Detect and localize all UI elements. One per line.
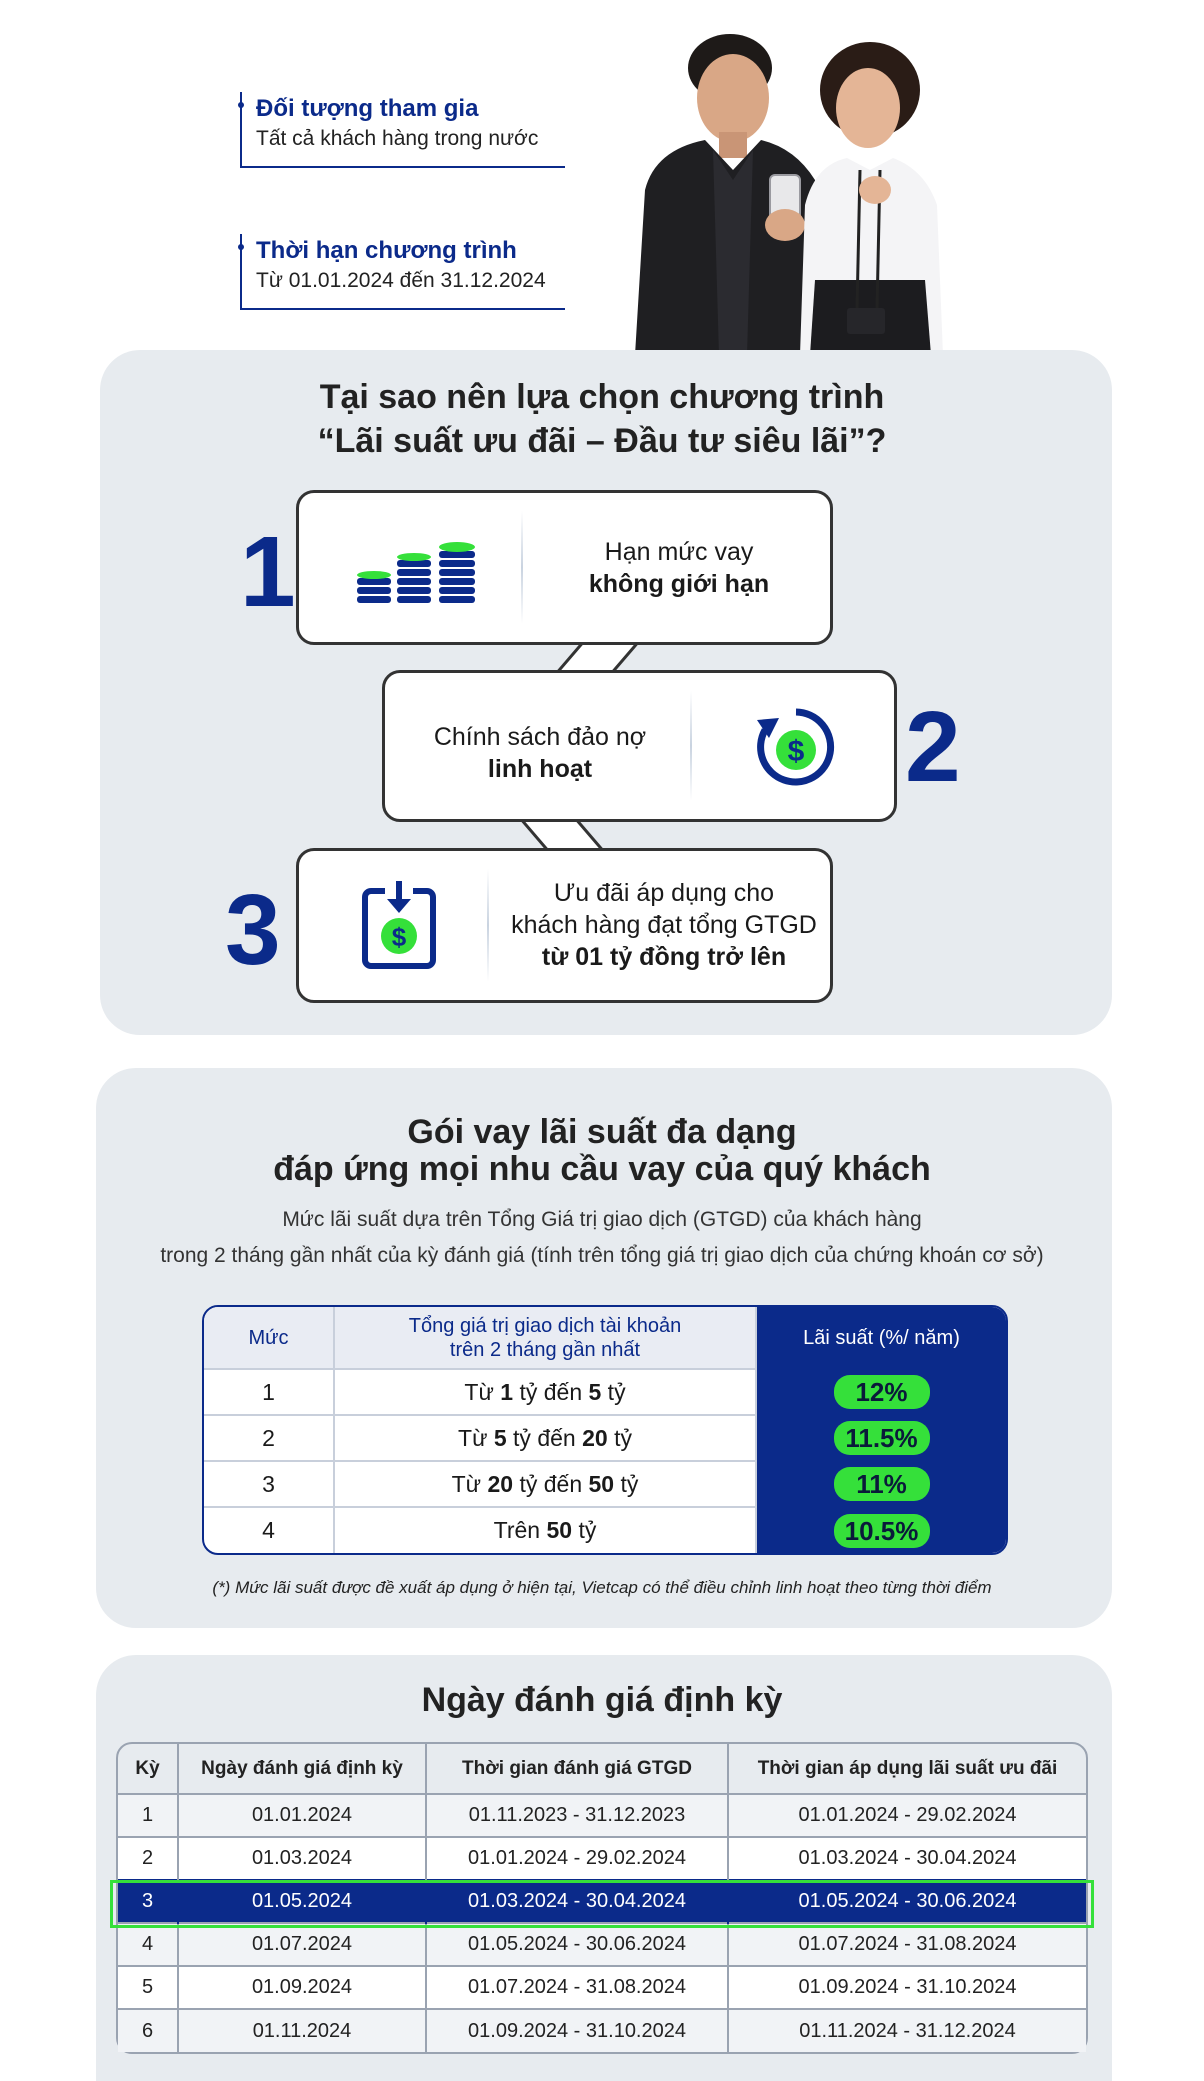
rate-cell bbox=[756, 1461, 1006, 1507]
gtgd-period-cell: 01.07.2024 - 31.08.2024 bbox=[426, 1966, 728, 2009]
period-cell: 3 bbox=[118, 1880, 178, 1923]
schedule-table bbox=[116, 1742, 1088, 2054]
rate-badge: 10.5% bbox=[834, 1514, 930, 1548]
header-range: Tổng giá trị giao dịch tài khoản trên 2 tháng gần nhất bbox=[334, 1307, 756, 1369]
rate-table bbox=[202, 1305, 1008, 1555]
level-cell: 3 bbox=[204, 1461, 334, 1507]
gtgd-period-cell: 01.09.2024 - 31.10.2024 bbox=[426, 2009, 728, 2052]
rate-cell bbox=[756, 1507, 1006, 1553]
review-date-cell: 01.05.2024 bbox=[178, 1880, 426, 1923]
table-row bbox=[118, 2009, 1086, 2052]
apply-period-cell: 01.05.2024 - 30.06.2024 bbox=[728, 1880, 1086, 1923]
schedule-title: Ngày đánh giá định kỳ bbox=[421, 1681, 783, 1719]
card-divider bbox=[690, 691, 692, 801]
range-cell: Từ 5 tỷ đến 20 tỷ bbox=[334, 1415, 756, 1461]
header-review-date: Ngày đánh giá định kỳ bbox=[178, 1744, 426, 1794]
reason-card-3 bbox=[296, 848, 833, 1003]
rate-badge: 11% bbox=[834, 1467, 930, 1501]
table-row bbox=[204, 1369, 1006, 1415]
period-cell: 4 bbox=[118, 1923, 178, 1966]
table-row bbox=[204, 1461, 1006, 1507]
loan-description-line1: Mức lãi suất dựa trên Tổng Giá trị giao dịch (GTGD) của khách hàng bbox=[282, 1208, 922, 1231]
table-row-highlighted bbox=[118, 1880, 1086, 1923]
reasons-title-line1: Tại sao nên lựa chọn chương trình bbox=[319, 378, 885, 416]
bullet-dot bbox=[238, 102, 244, 108]
rate-cell bbox=[756, 1415, 1006, 1461]
apply-period-cell: 01.11.2024 - 31.12.2024 bbox=[728, 2009, 1086, 2052]
table-row bbox=[204, 1507, 1006, 1553]
header-gtgd-period: Thời gian đánh giá GTGD bbox=[426, 1744, 728, 1794]
info-title: Thời hạn chương trình bbox=[256, 237, 517, 264]
table-row bbox=[204, 1415, 1006, 1461]
reason-number-2: 2 bbox=[905, 691, 961, 803]
reason-card-1 bbox=[296, 490, 833, 645]
loan-title-line1: Gói vay lãi suất đa dạng bbox=[407, 1113, 797, 1151]
reason-bold: linh hoạt bbox=[487, 755, 593, 783]
review-date-cell: 01.11.2024 bbox=[178, 2009, 426, 2052]
rate-badge: 12% bbox=[834, 1375, 930, 1409]
rate-badge: 11.5% bbox=[834, 1421, 930, 1455]
reasons-title-line2: “Lãi suất ưu đãi – Đầu tư siêu lãi”? bbox=[317, 422, 887, 460]
apply-period-cell: 01.01.2024 - 29.02.2024 bbox=[728, 1794, 1086, 1837]
dollar-deposit-icon bbox=[359, 881, 439, 971]
period-cell: 1 bbox=[118, 1794, 178, 1837]
reason-line: Ưu đãi áp dụng cho bbox=[553, 879, 775, 907]
range-cell: Từ 20 tỷ đến 50 tỷ bbox=[334, 1461, 756, 1507]
range-cell: Trên 50 tỷ bbox=[334, 1507, 756, 1553]
reason-text-3 bbox=[504, 877, 824, 973]
apply-period-cell: 01.07.2024 - 31.08.2024 bbox=[728, 1923, 1086, 1966]
rate-cell bbox=[756, 1369, 1006, 1415]
loan-title-line2: đáp ứng mọi nhu cầu vay của quý khách bbox=[273, 1150, 931, 1188]
reason-bold: không giới hạn bbox=[588, 570, 770, 598]
header-apply-period: Thời gian áp dụng lãi suất ưu đãi bbox=[728, 1744, 1086, 1794]
level-cell: 2 bbox=[204, 1415, 334, 1461]
info-program-period bbox=[240, 234, 565, 310]
level-cell: 4 bbox=[204, 1507, 334, 1553]
table-row bbox=[118, 1837, 1086, 1880]
table-row bbox=[118, 1923, 1086, 1966]
gtgd-period-cell: 01.03.2024 - 30.04.2024 bbox=[426, 1880, 728, 1923]
coin-stacks-icon bbox=[357, 538, 477, 603]
period-cell: 2 bbox=[118, 1837, 178, 1880]
header-period: Kỳ bbox=[135, 1757, 160, 1779]
review-date-cell: 01.09.2024 bbox=[178, 1966, 426, 2009]
table-row bbox=[118, 1794, 1086, 1837]
card-divider bbox=[521, 511, 523, 624]
svg-text:$: $ bbox=[391, 922, 407, 952]
reason-line: Chính sách đảo nợ bbox=[433, 723, 647, 751]
apply-period-cell: 01.03.2024 - 30.04.2024 bbox=[728, 1837, 1086, 1880]
period-cell: 5 bbox=[118, 1966, 178, 2009]
reason-line: khách hàng đạt tổng GTGD bbox=[511, 911, 817, 939]
reason-card-2 bbox=[382, 670, 897, 822]
reason-text-1 bbox=[539, 536, 819, 600]
reason-number-1: 1 bbox=[240, 516, 296, 628]
apply-period-cell: 01.09.2024 - 31.10.2024 bbox=[728, 1966, 1086, 2009]
reason-text-2 bbox=[405, 721, 675, 785]
review-date-cell: 01.07.2024 bbox=[178, 1923, 426, 1966]
reason-bold: từ 01 tỷ đồng trở lên bbox=[541, 943, 787, 971]
svg-text:$: $ bbox=[787, 735, 805, 768]
reason-number-3: 3 bbox=[225, 874, 281, 986]
header-level: Mức bbox=[204, 1307, 334, 1369]
review-date-cell: 01.03.2024 bbox=[178, 1837, 426, 1880]
dollar-cycle-icon bbox=[755, 706, 837, 788]
info-title: Đối tượng tham gia bbox=[256, 95, 479, 122]
rate-note: (*) Mức lãi suất được đề xuất áp dụng ở hiện tại, Vietcap có thể điều chỉnh linh hoạt theo từng thời điểm bbox=[212, 1578, 992, 1597]
loan-description-line2: trong 2 tháng gần nhất của kỳ đánh giá (tính trên tổng giá trị giao dịch của chứng khoán cơ sở) bbox=[160, 1244, 1044, 1267]
rate-table-header bbox=[204, 1307, 1006, 1369]
gtgd-period-cell: 01.01.2024 - 29.02.2024 bbox=[426, 1837, 728, 1880]
info-participants bbox=[240, 92, 565, 168]
gtgd-period-cell: 01.11.2023 - 31.12.2023 bbox=[426, 1794, 728, 1837]
table-row bbox=[118, 1966, 1086, 2009]
card-divider bbox=[487, 869, 489, 982]
review-date-cell: 01.01.2024 bbox=[178, 1794, 426, 1837]
schedule-header bbox=[118, 1744, 1086, 1794]
header-rate: Lãi suất (%/ năm) bbox=[756, 1307, 1006, 1369]
bullet-dot bbox=[238, 244, 244, 250]
info-text: Tất cả khách hàng trong nước bbox=[256, 127, 539, 150]
gtgd-period-cell: 01.05.2024 - 30.06.2024 bbox=[426, 1923, 728, 1966]
reason-line: Hạn mức vay bbox=[604, 538, 754, 566]
info-text: Từ 01.01.2024 đến 31.12.2024 bbox=[256, 269, 546, 292]
period-cell: 6 bbox=[118, 2009, 178, 2052]
level-cell: 1 bbox=[204, 1369, 334, 1415]
people-photo bbox=[625, 20, 965, 355]
range-cell: Từ 1 tỷ đến 5 tỷ bbox=[334, 1369, 756, 1415]
